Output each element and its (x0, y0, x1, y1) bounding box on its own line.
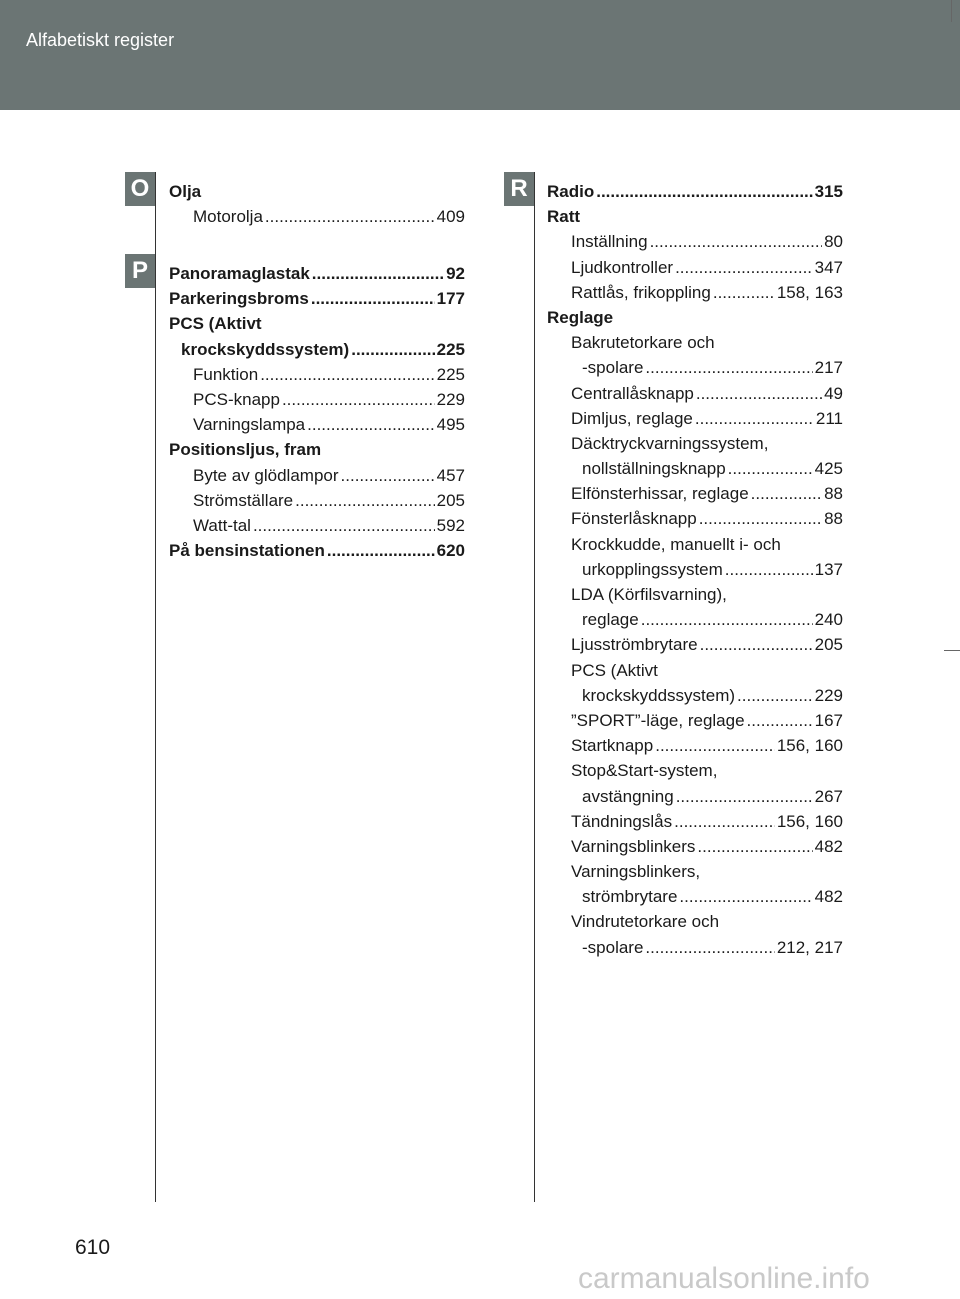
index-entry: PCS (Aktivt (571, 660, 658, 680)
index-entry: strömbrytare ..... 482 (547, 884, 843, 909)
index-entry: Varningsblinkers, (571, 862, 701, 882)
index-entry: Tändningslås ..... 156, 160 (547, 809, 843, 834)
index-entry: Byte av glödlampor ..... 457 (169, 463, 465, 488)
index-entry: Panoramaglastak ..... 92 (169, 261, 465, 286)
index-entry: Motorolja ..... 409 (169, 204, 465, 229)
index-entry: ”SPORT”-läge, reglage ..... 167 (547, 708, 843, 733)
index-entry: Ljudkontroller ..... 347 (547, 255, 843, 280)
index-entry: Positionsljus, fram (169, 440, 322, 460)
index-entry: Krockkudde, manuellt i- och (571, 534, 781, 554)
index-entry: Ljusströmbrytare ..... 205 (547, 632, 843, 657)
section-o (169, 179, 465, 229)
index-entry: Vindrutetorkare och (571, 912, 720, 932)
index-entry: Watt-tal ..... 592 (169, 513, 465, 538)
index-entry: Varningsblinkers ..... 482 (547, 834, 843, 859)
index-entry: Rattlås, frikoppling ..... 158, 163 (547, 280, 843, 305)
index-entry: På bensinstationen ..... 620 (169, 538, 465, 563)
column-rule-left (155, 172, 156, 1202)
index-entry: Fönsterlåsknapp ..... 88 (547, 506, 843, 531)
index-entry: urkopplingssystem ..... 137 (547, 557, 843, 582)
column-rule-right (534, 172, 535, 1202)
index-entry: reglage ..... 240 (547, 607, 843, 632)
letter-badge-p: P (125, 254, 155, 288)
section-title: Alfabetiskt register (26, 30, 175, 50)
index-entry: Ratt (547, 207, 581, 227)
index-entry: Parkeringsbroms ..... 177 (169, 286, 465, 311)
index-entry: Centrallåsknapp ..... 49 (547, 381, 843, 406)
index-entry: Strömställare ..... 205 (169, 488, 465, 513)
index-entry: Varningslampa ..... 495 (169, 412, 465, 437)
index-entry: Olja (169, 182, 202, 201)
index-entry: nollställningsknapp ..... 425 (547, 456, 843, 481)
crop-mark (951, 0, 952, 22)
section-r (547, 179, 843, 960)
index-entry: Dimljus, reglage ..... 211 (547, 406, 843, 431)
index-entry: -spolare ..... 217 (547, 355, 843, 380)
index-entry: krockskyddssystem) ..... 229 (547, 683, 843, 708)
page-number: 610 (75, 1236, 111, 1259)
letter-badge-r: R (504, 172, 534, 206)
watermark-text: carmanualsonline.info (578, 1262, 870, 1295)
section-p (169, 261, 465, 563)
index-entry: Stop&Start-system, (571, 761, 718, 781)
crop-mark (944, 650, 960, 651)
index-entry: krockskyddssystem) ..... 225 (169, 337, 465, 362)
index-entry: Reglage (547, 307, 614, 327)
header-bar (0, 0, 960, 110)
index-entry: Inställning ..... 80 (547, 229, 843, 254)
index-entry: Radio ..... 315 (547, 179, 843, 204)
index-entry: PCS-knapp ..... 229 (169, 387, 465, 412)
index-entry: Startknapp ..... 156, 160 (547, 733, 843, 758)
index-entry: Elfönsterhissar, reglage ..... 88 (547, 481, 843, 506)
index-entry: Bakrutetorkare och (571, 333, 715, 353)
index-entry: avstängning ..... 267 (547, 784, 843, 809)
index-entry: Däcktryckvarningssystem, (571, 433, 769, 453)
letter-badge-o: O (125, 172, 155, 206)
index-entry: PCS (Aktivt (169, 314, 262, 334)
index-entry: Funktion ..... 225 (169, 362, 465, 387)
index-entry: LDA (Körfilsvarning), (571, 585, 727, 604)
index-entry: -spolare ..... 212, 217 (547, 935, 843, 960)
